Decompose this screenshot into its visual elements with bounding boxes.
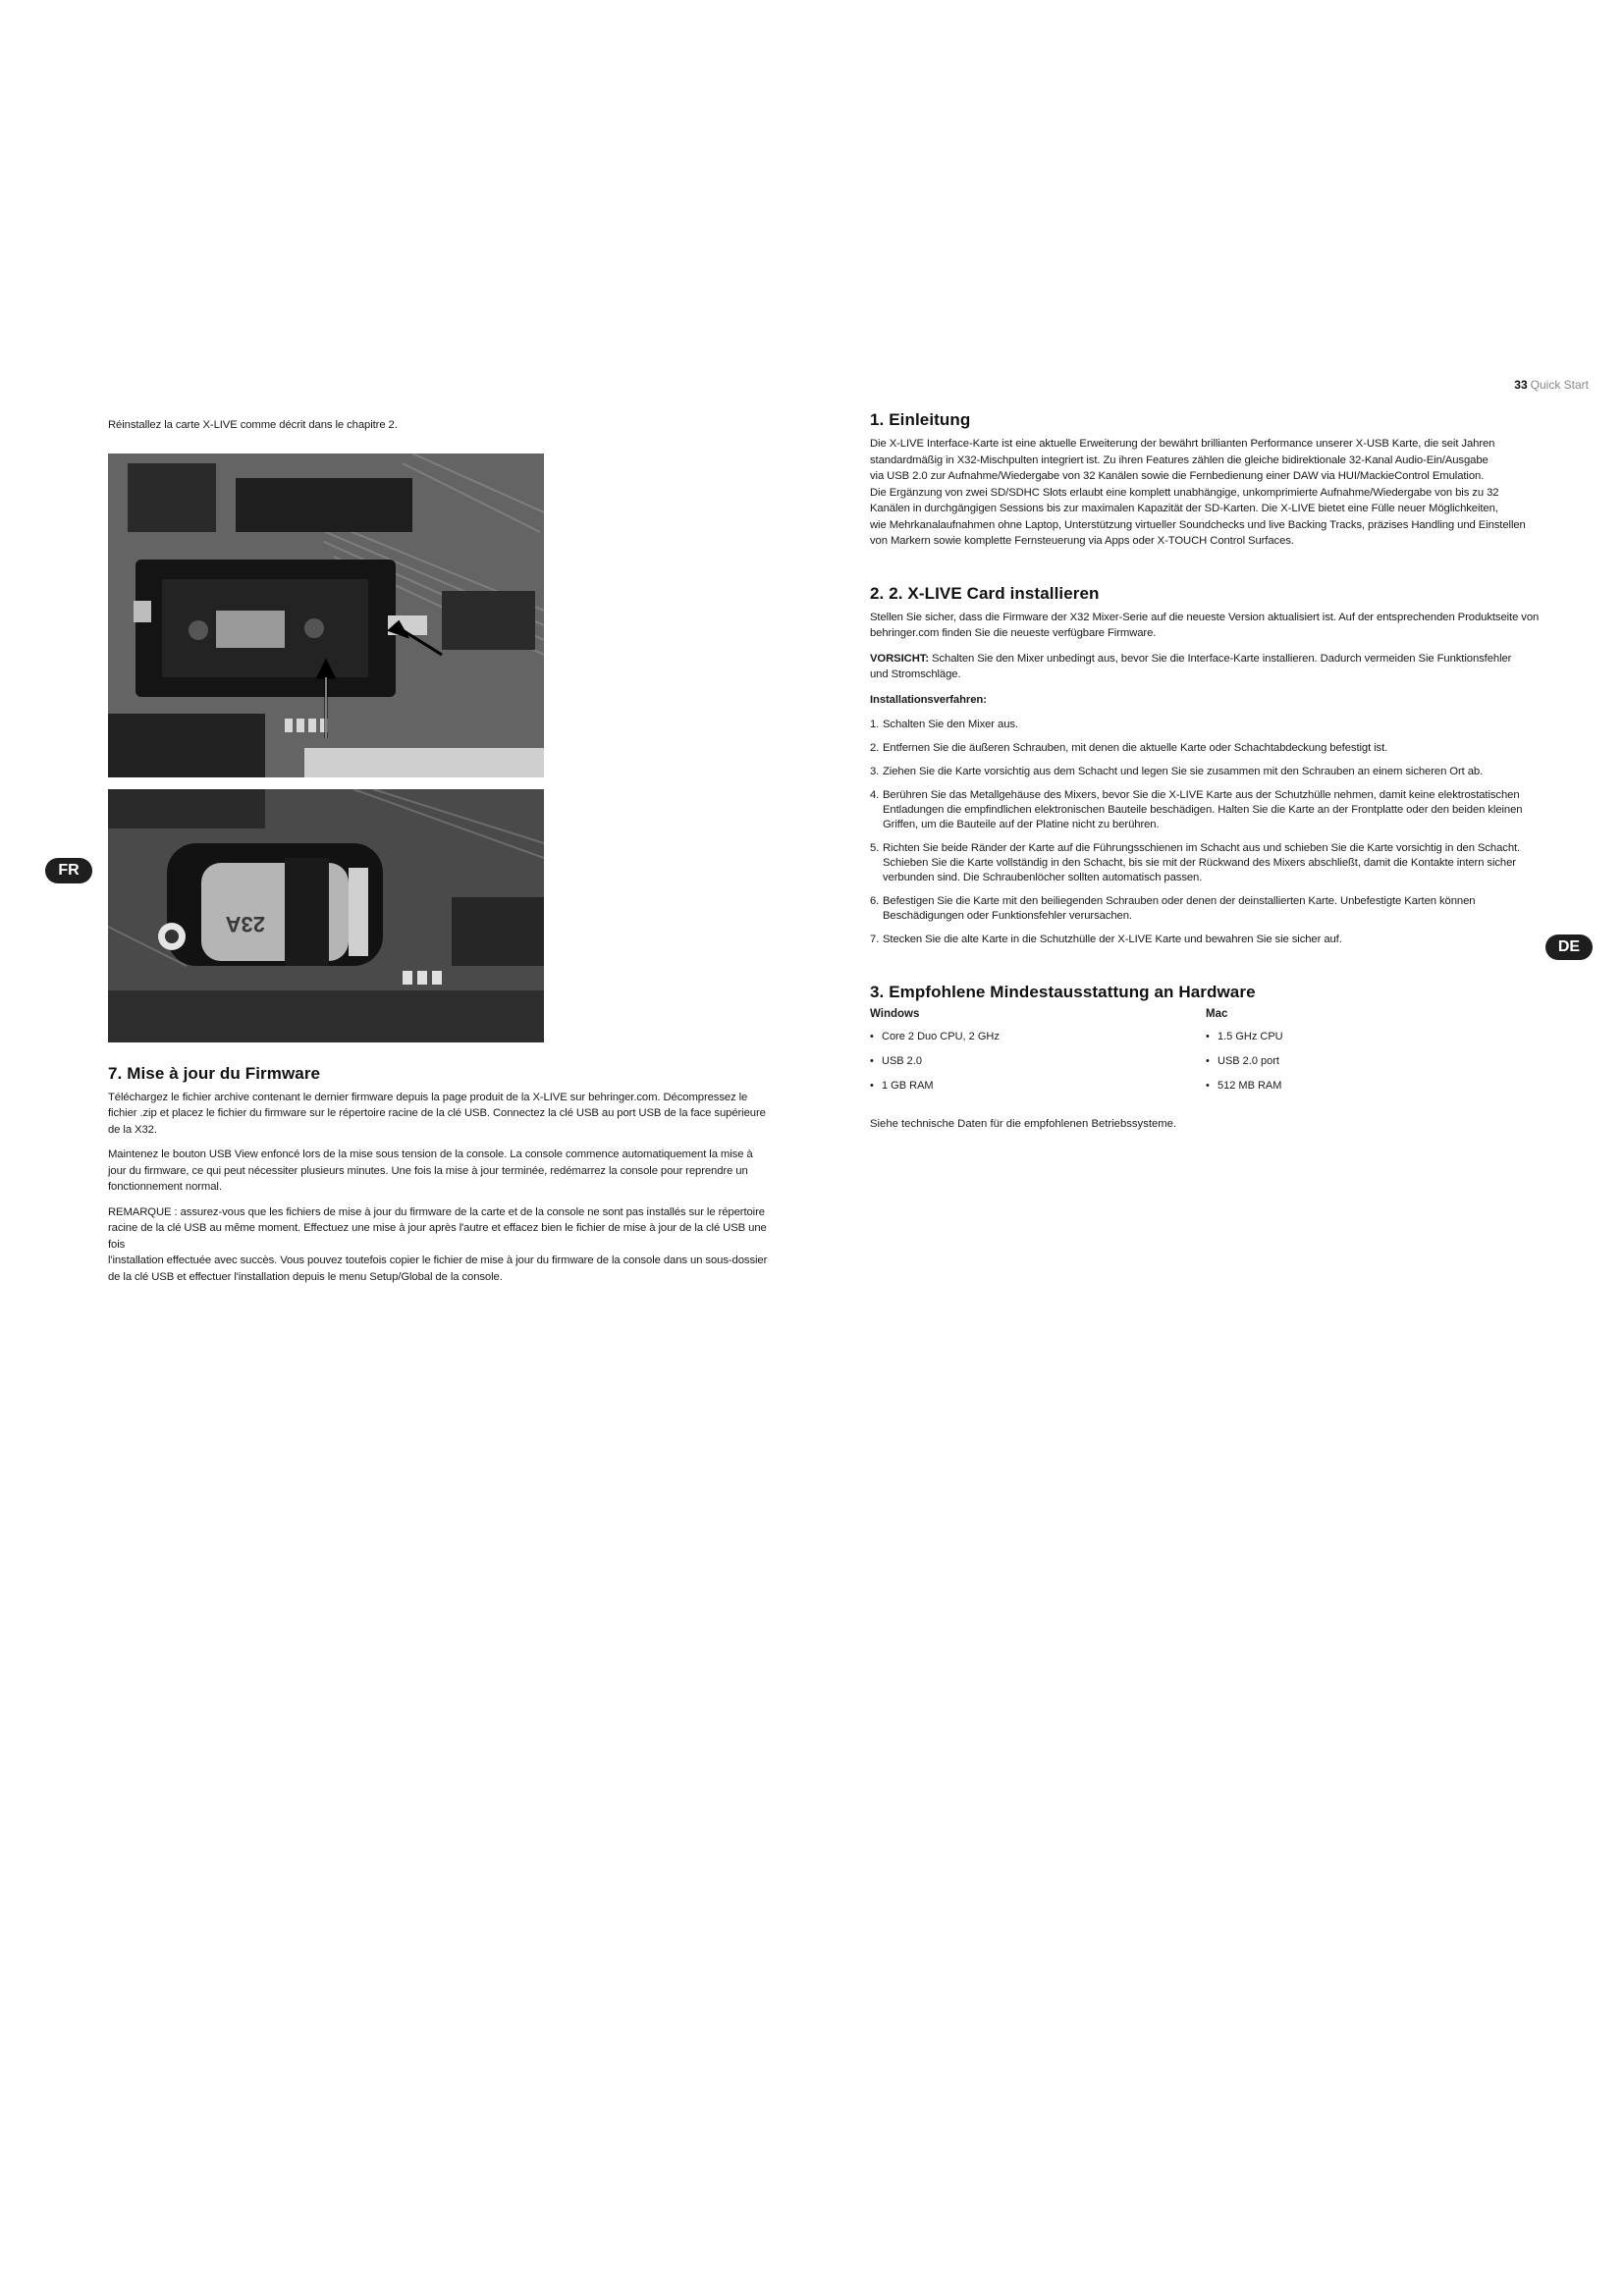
list-item: 4. Berühren Sie das Metallgehäuse des Mixers, bevor Sie die X-LIVE Karte aus der Schutzhülle nehmen, damit keine elektrostatischen Entladungen die empfindlichen elektronischen Bauteile beschädigen. Halten Sie die Karte an der Frontplatte oder den beiden kleinen Griffen, um die Bauteile auf der Platine nicht zu berühren. <box>870 789 1523 830</box>
section-2-paragraph: Stellen Sie sicher, dass die Firmware der X32 Mixer-Serie auf die neueste Version aktualisiert ist. Auf der entsprechenden Produktseite von behringer.com finden Sie die neueste verfügbare Firmware. <box>870 611 1540 639</box>
section-7-paragraph-1: Téléchargez le fichier archive contenant le dernier firmware depuis la page produit de la X-LIVE sur behringer.com. Décompressez le fichier .zip et placez le fichier du firmware sur le répertoire racine de la clé USB. Connectez la clé USB au port USB de la face supérieure de la X32. <box>108 1091 766 1136</box>
list-item: • USB 2.0 port <box>1206 1055 1279 1067</box>
mac-column <box>1206 1008 1402 1103</box>
left-column <box>108 417 776 1285</box>
mac-heading: Mac <box>1206 1008 1228 1020</box>
list-item: 3. Ziehen Sie die Karte vorsichtig aus dem Schacht und legen Sie sie zusammen mit den Schrauben an einem sicheren Ort ab. <box>870 766 1484 777</box>
list-item: 1. Schalten Sie den Mixer aus. <box>870 719 1018 730</box>
os-note: Siehe technische Daten für die empfohlenen Betriebssysteme. <box>870 1118 1177 1130</box>
section-2-title: 2. 2. X-LIVE Card installieren <box>870 583 1100 603</box>
bullet-icon: • <box>1206 1031 1210 1042</box>
list-item: • 512 MB RAM <box>1206 1080 1282 1092</box>
intro-text: Réinstallez la carte X-LIVE comme décrit dans le chapitre 2. <box>108 419 398 431</box>
list-item: 5. Richten Sie beide Ränder der Karte auf die Führungsschienen im Schacht aus und schieben Sie die Karte vorsichtig in den Schacht. Schieben Sie die Karte vollständig in den Schacht, bis sie mit der Rückwand des Mixers abschließt, damit die Kontakte intern sicher verbunden sind. Die Schraubenlöcher sollten automatisch passen. <box>870 842 1521 883</box>
battery-label-text: 23A <box>225 911 265 936</box>
caution-text <box>870 651 1547 683</box>
bullet-icon: • <box>870 1055 874 1067</box>
list-item: 7. Stecken Sie die alte Karte in die Schutzhülle der X-LIVE Karte und bewahren Sie sie sicher auf. <box>870 934 1342 945</box>
list-item: • 1.5 GHz CPU <box>1206 1031 1283 1042</box>
section-7-paragraph-3: REMARQUE : assurez-vous que les fichiers de mise à jour du firmware de la carte et de la console ne sont pas installés sur le répertoire racine de la clé USB au même moment. Effectuez une mise à jour après l'autre et effacez bien le fichier de mise à jour de la clé USB une fois l'installation effectuée avec succès. Vous pouvez toutefois copier le fichier de mise à jour du firmware de la console dans un sous-dossier de la clé USB et effectuer l'installation depuis le menu Setup/Global de la console. <box>108 1205 768 1283</box>
language-tab-de: DE <box>1545 934 1593 960</box>
section-7-title: 7. Mise à jour du Firmware <box>108 1063 321 1083</box>
bullet-icon: • <box>1206 1080 1210 1092</box>
bullet-icon: • <box>870 1031 874 1042</box>
section-1-paragraph: Die X-LIVE Interface-Karte ist eine aktuelle Erweiterung der bewährt brillianten Performance unserer X-USB Karte, die seit Jahren standardmäßig in X32-Mischpulten integriert ist. Zu ihren Features zählen die gleiche bidirektionale 32-Kanal Audio-Ein/Ausgabe via USB 2.0 zur Aufnahme/Wiedergabe von 32 Kanälen sowie die Fernbedienung einer DAW via HUI/MackieControl Emulation. Die Ergänzung von zwei SD/SDHC Slots erlaubt eine komplett unabhängige, unkomprimierte Aufnahme/Wiedergabe von bis zu 32 Kanälen in durchgängigen Sessions bis zur maximalen Kapazität der SD-Karten. Die X-LIVE bietet eine Fülle neuer Möglichkeiten, wie Mehrkanalaufnahmen ohne Laptop, Unterstützung virtueller Soundchecks und live Backing Tracks, präzises Handling und Einstellen von Markern sowie komplette Fernsteuerung via Apps oder X-TOUCH Control Surfaces. <box>870 438 1526 547</box>
windows-heading: Windows <box>870 1008 920 1020</box>
bullet-icon: • <box>870 1080 874 1092</box>
list-item: 2. Entfernen Sie die äußeren Schrauben, mit denen die aktuelle Karte oder Schachtabdeckung befestigt ist. <box>870 742 1388 754</box>
list-item: • USB 2.0 <box>870 1055 922 1067</box>
list-item: 6. Befestigen Sie die Karte mit den beiliegenden Schrauben oder denen der deinstallierten Karte. Unbefestigte Karten können Beschädigungen oder Funktionsfehler verursachen. <box>870 895 1476 922</box>
section-hardware-requirements <box>870 983 1547 1132</box>
bullet-icon: • <box>1206 1055 1210 1067</box>
section-7-paragraph-2: Maintenez le bouton USB View enfoncé lors de la mise sous tension de la console. La console commence automatiquement la mise à jour du firmware, ce qui peut nécessiter plusieurs minutes. Une fois la mise à jour terminée, redémarrez la console pour reprendre un fonctionnement normal. <box>108 1148 753 1193</box>
caution-body: Schalten Sie den Mixer unbedingt aus, bevor Sie die Interface-Karte installieren. Dadurch vermeiden Sie Funktionsfehler und Stromschläge. <box>870 652 1512 680</box>
right-column <box>870 410 1547 1143</box>
list-item: • 1 GB RAM <box>870 1080 934 1092</box>
language-tab-fr: FR <box>45 858 92 883</box>
section-3-title: 3. Empfohlene Mindestausstattung an Hardware <box>870 983 1256 1001</box>
section-card-installation <box>870 584 1547 948</box>
section-introduction <box>870 410 1547 550</box>
hardware-table <box>870 1008 1547 1103</box>
section-firmware-update <box>108 1064 776 1286</box>
installation-steps-list <box>870 718 1547 947</box>
board-photo-battery <box>108 789 544 1042</box>
caution-label: VORSICHT: <box>870 652 929 665</box>
page-number: 33 Quick Start <box>1514 378 1589 392</box>
section-1-title: 1. Einleitung <box>870 410 971 429</box>
list-item: • Core 2 Duo CPU, 2 GHz <box>870 1031 1000 1042</box>
procedure-label: Installationsverfahren: <box>870 693 987 706</box>
windows-column <box>870 1008 1206 1103</box>
board-photo-card-slot <box>108 454 544 777</box>
